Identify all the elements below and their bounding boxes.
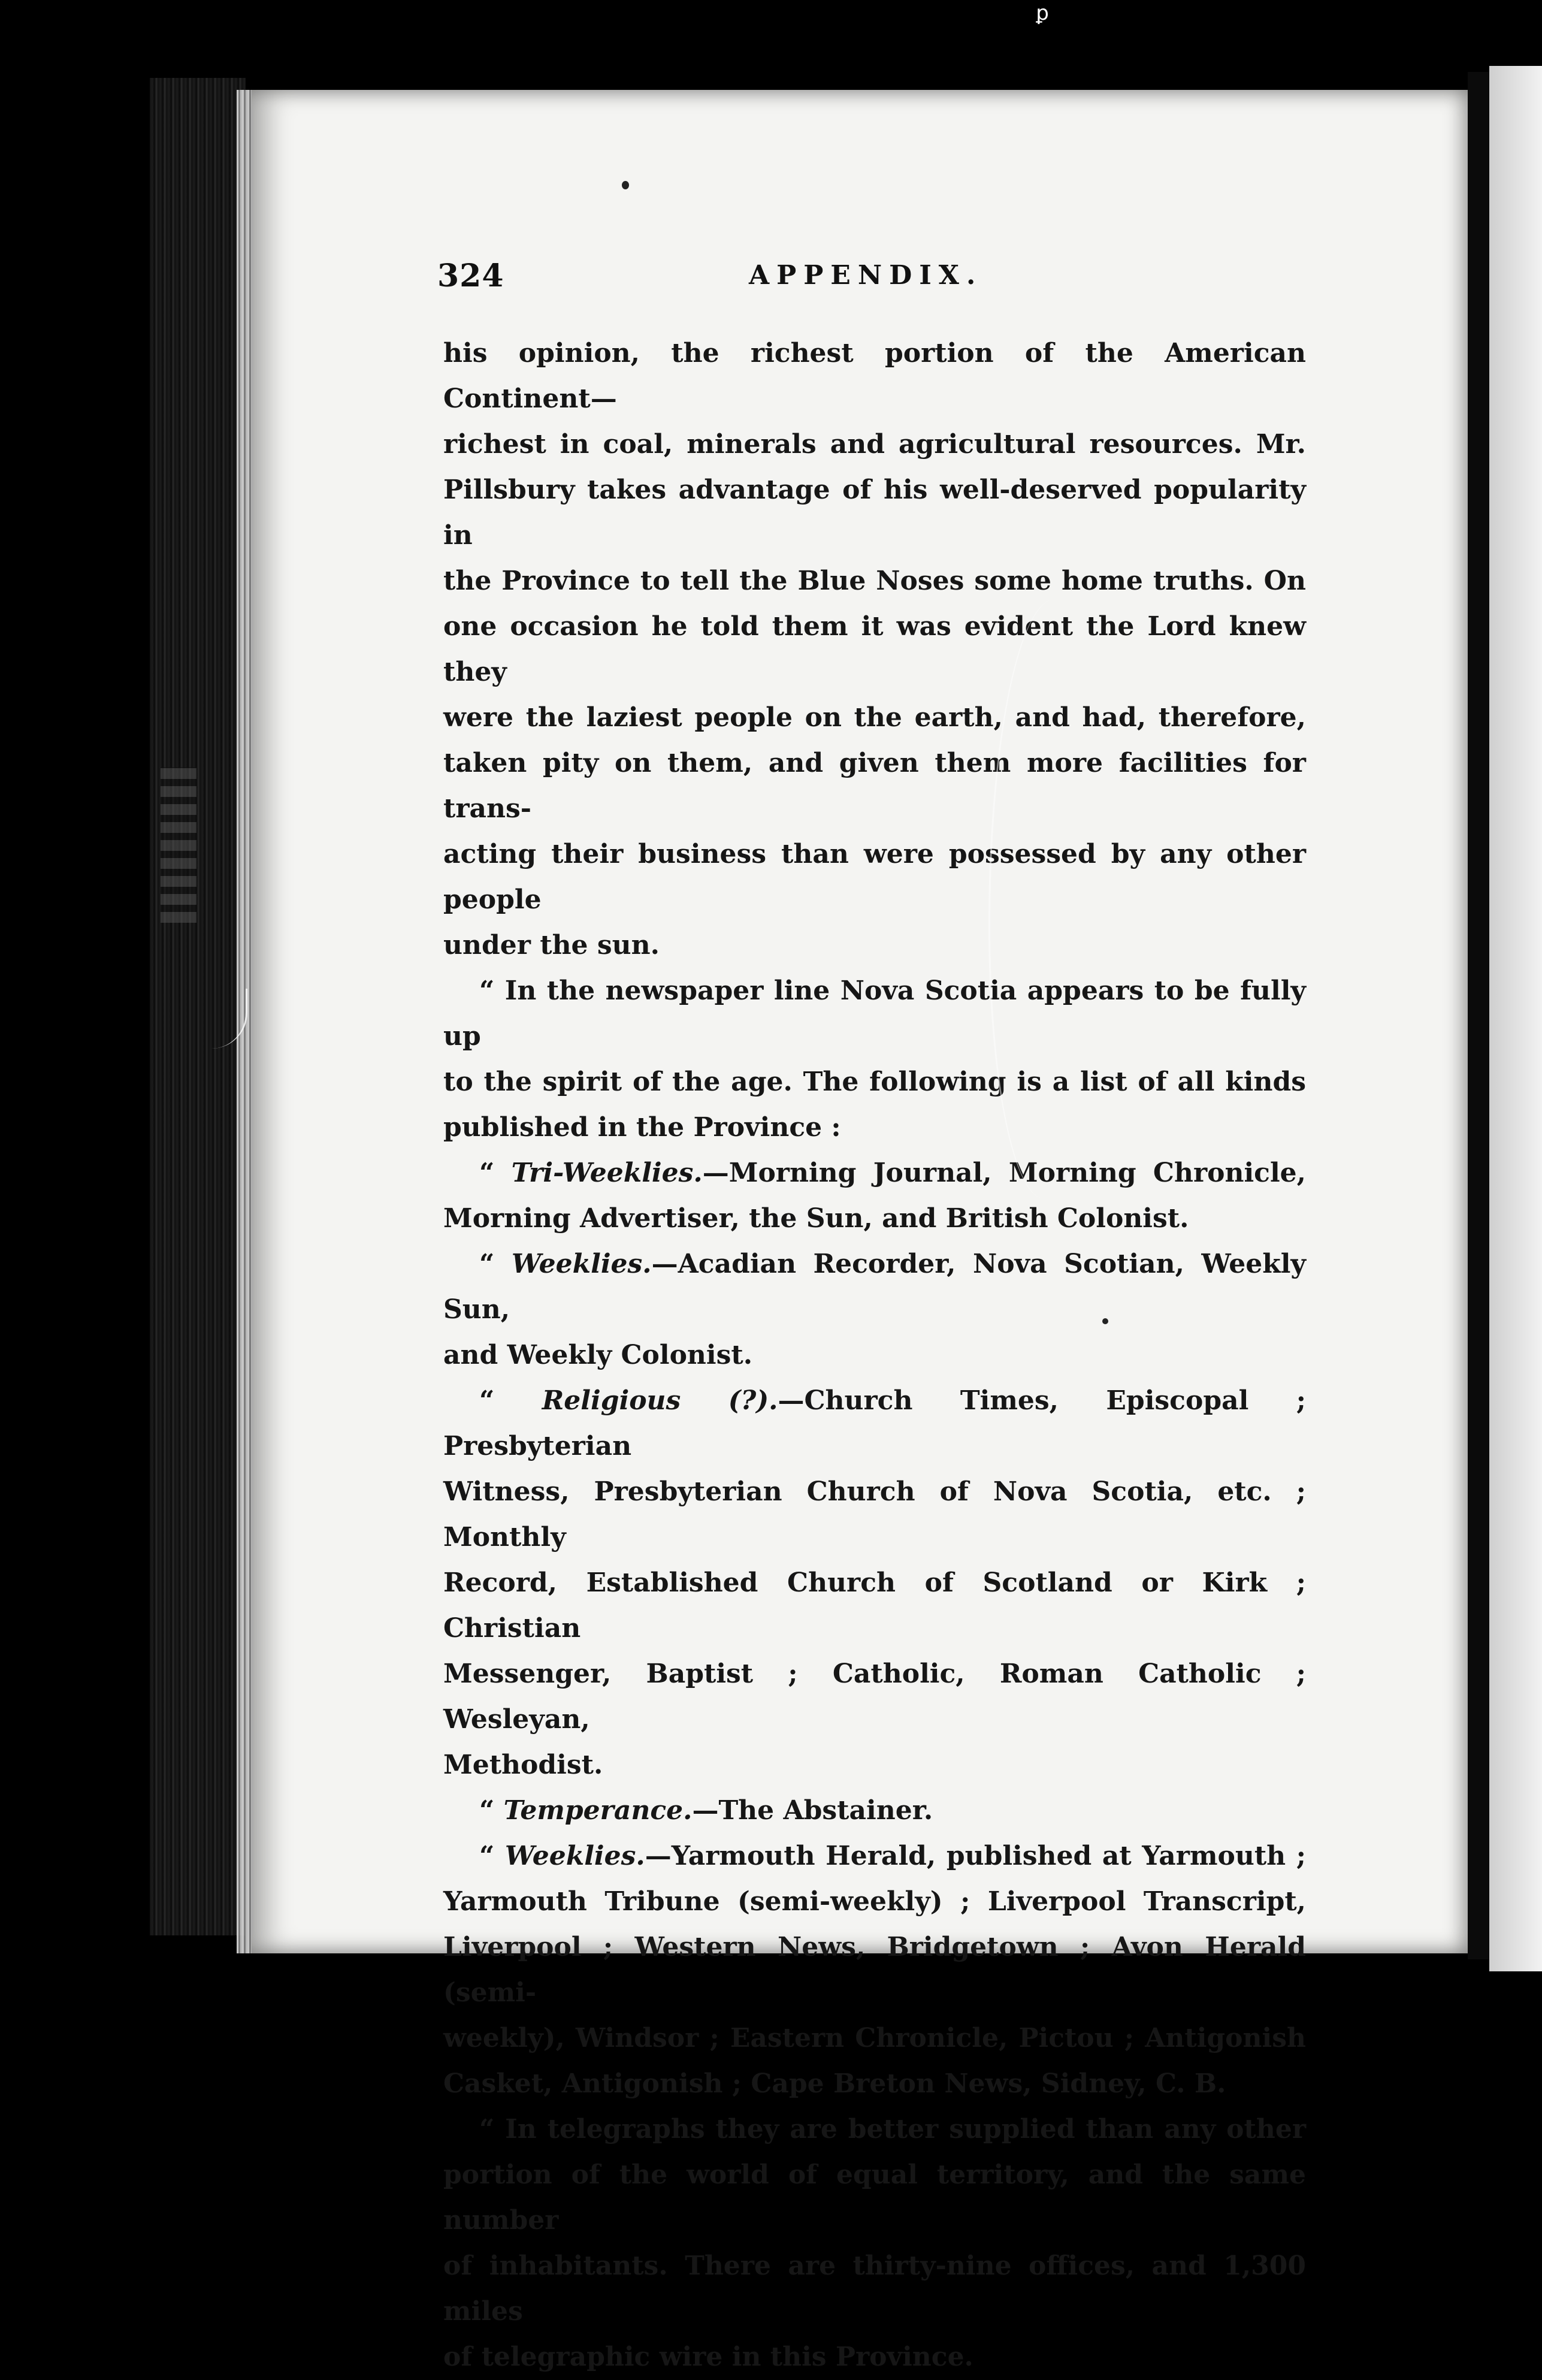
speck (622, 181, 629, 189)
text-line: his opinion, the richest portion of the American Continent— (443, 338, 1306, 414)
text-line (443, 1834, 1306, 1879)
paragraph-2 (443, 968, 1306, 1150)
text-line: portion of the world of equal territory, and the same number (443, 2159, 1306, 2236)
text-line: to the spirit of the age. The following is a list of all kinds (443, 1067, 1306, 1097)
text-line: were the laziest people on the earth, and had, therefore, (443, 702, 1306, 733)
text-line: Morning Advertiser, the Sun, and British Colonist. (443, 1203, 1189, 1234)
text-line: taken pity on them, and given them more facilities for trans- (443, 748, 1306, 824)
paragraph-telegraphs (443, 2107, 1306, 2380)
text-line (443, 1150, 1306, 1196)
page-number: 324 (437, 258, 504, 294)
text-line: Liverpool ; Western News, Bridgetown ; Avon Herald (semi- (443, 1932, 1306, 2008)
line-text: —The Abstainer. (692, 1795, 933, 1826)
section-label: Religious (?). (542, 1385, 778, 1416)
line-text: —Church Times, Episcopal ; Presbyterian (443, 1385, 1306, 1461)
text-line (443, 1378, 1306, 1469)
text-line (443, 1788, 1306, 1834)
paragraph-temperance (443, 1788, 1306, 1834)
text-line (443, 1242, 1306, 1333)
corner-scribble: ꝑ (1036, 1, 1049, 25)
paragraph-tri-weeklies (443, 1150, 1306, 1242)
text-line: published in the Province : (443, 1112, 841, 1143)
text-line: “ In the newspaper line Nova Scotia appears to be fully up (443, 975, 1306, 1052)
text-line: Methodist. (443, 1750, 603, 1780)
text-line: the Province to tell the Blue Noses some home truths. On (443, 566, 1306, 596)
running-head: APPENDIX. (749, 260, 983, 291)
line-text: —Yarmouth Herald, published at Yarmouth ; (645, 1841, 1306, 1871)
text-line: of telegraphic wire in this Province. (443, 2342, 973, 2372)
facing-page-edge (1489, 66, 1542, 1971)
spine-label (161, 767, 196, 923)
text-line: weekly), Windsor ; Eastern Chronicle, Pictou ; Antigonish (443, 2023, 1306, 2053)
open-quote: “ (479, 1385, 542, 1416)
section-label: Weeklies. (511, 1249, 652, 1279)
text-line: Yarmouth Tribune (semi-weekly) ; Liverpool Transcript, (443, 1886, 1306, 1917)
section-label: Temperance. (503, 1795, 693, 1826)
gutter-shadow (1468, 72, 1489, 1959)
page-body (443, 331, 1306, 2380)
open-quote: “ (479, 1249, 512, 1279)
text-line: Record, Established Church of Scotland or Kirk ; Christian (443, 1567, 1306, 1644)
section-label: Tri-Weeklies. (511, 1158, 703, 1188)
text-line: Messenger, Baptist ; Catholic, Roman Catholic ; Wesleyan, (443, 1659, 1306, 1735)
text-line: one occasion he told them it was evident the Lord knew they (443, 611, 1306, 687)
open-quote: “ (479, 1795, 504, 1826)
text-line: Pillsbury takes advantage of his well-deserved popularity in (443, 475, 1306, 551)
page-header (437, 258, 1300, 300)
speck (1102, 1318, 1108, 1324)
text-line: richest in coal, minerals and agricultural resources. Mr. (443, 429, 1306, 460)
line-text: —Morning Journal, Morning Chronicle, (702, 1158, 1306, 1188)
paragraph-weeklies (443, 1242, 1306, 1378)
text-line: Witness, Presbyterian Church of Nova Scotia, etc. ; Monthly (443, 1476, 1306, 1553)
paragraph-regional-weeklies (443, 1834, 1306, 2107)
text-line: and Weekly Colonist. (443, 1340, 753, 1370)
paragraph-religious (443, 1378, 1306, 1788)
text-line: under the sun. (443, 930, 660, 961)
text-line: acting their business than were possessed by any other people (443, 839, 1306, 915)
text-line: Casket, Antigonish ; Cape Breton News, Sidney, C. B. (443, 2068, 1226, 2099)
line-text: —Acadian Recorder, Nova Scotian, Weekly Sun, (443, 1249, 1306, 1325)
open-quote: “ (479, 1841, 505, 1871)
paragraph-1 (443, 331, 1306, 968)
text-line: of inhabitants. There are thirty-nine offices, and 1,300 miles (443, 2251, 1306, 2327)
section-label: Weeklies. (504, 1841, 645, 1871)
open-quote: “ (479, 1158, 512, 1188)
text-line: “ In telegraphs they are better supplied than any other (479, 2114, 1306, 2145)
